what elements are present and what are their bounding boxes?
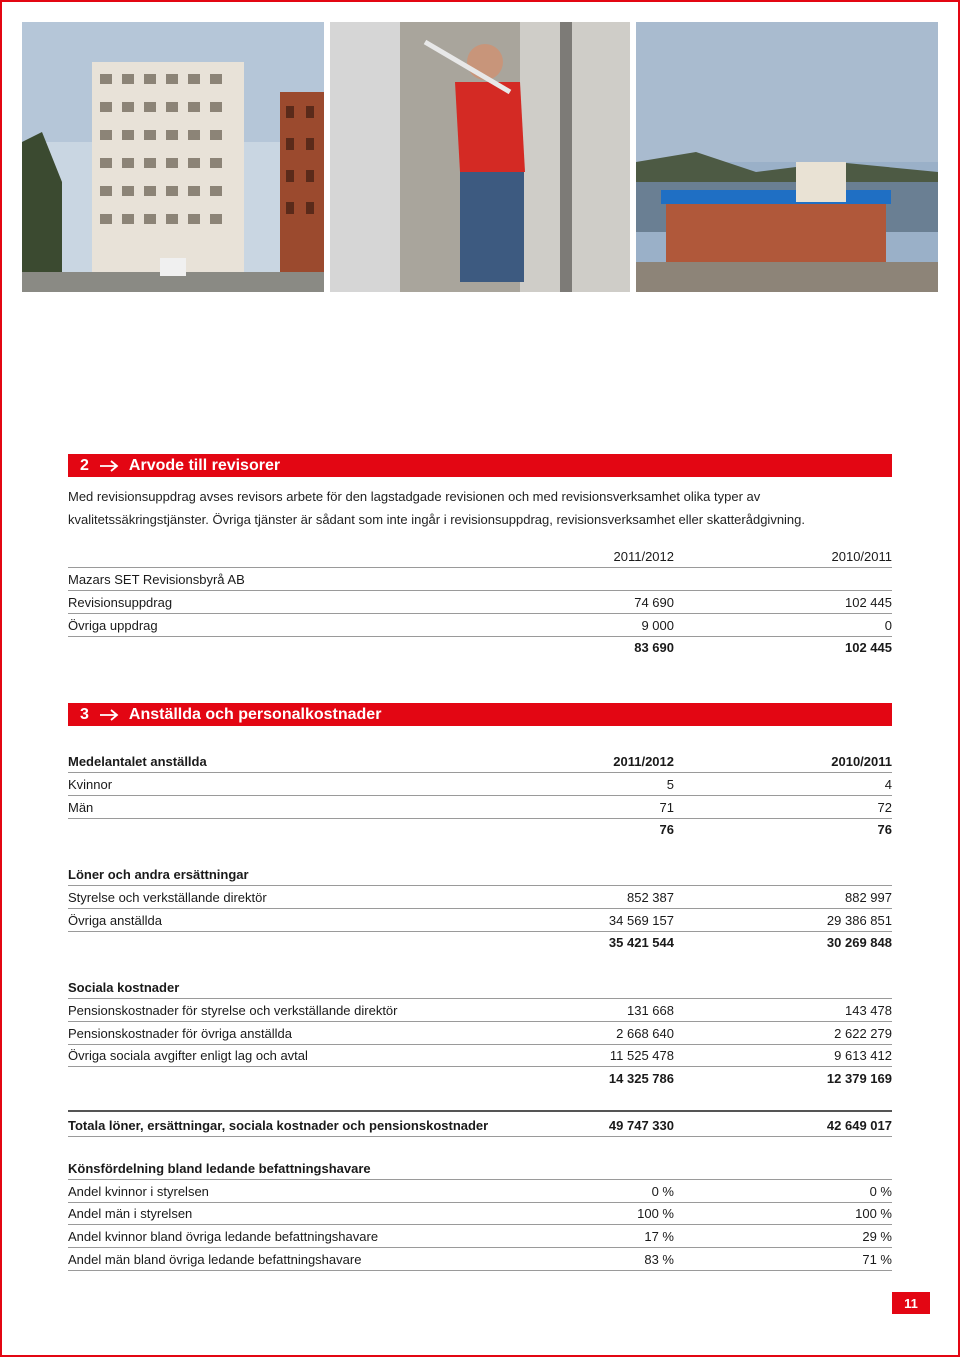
section-number: 2 (80, 456, 89, 474)
table-row (68, 591, 892, 614)
row-label: Män (68, 800, 94, 815)
intro-line: Med revisionsuppdrag avses revisors arbete för den lagstadgade revisionen och med revisionsverksamhet olika typer av (68, 489, 761, 504)
table-row (68, 796, 892, 819)
row-label: Pensionskostnader för styrelse och verkställande direktör (68, 1003, 398, 1018)
row-value: 34 569 157 (608, 913, 674, 928)
photo-strip (22, 22, 938, 292)
section-title: Anställda och personalkostnader (128, 705, 382, 723)
row-value: 131 668 (627, 1003, 674, 1018)
section-number: 3 (80, 705, 89, 723)
row-label: Kvinnor (68, 777, 113, 792)
column-header: 2011/2012 (613, 549, 674, 564)
row-value: 71 % (862, 1252, 892, 1267)
row-value: 76 (877, 822, 892, 837)
row-value: 2 668 640 (616, 1026, 674, 1041)
table-header-row (68, 976, 892, 999)
arrow-right-icon (99, 460, 119, 472)
column-header: 2010/2011 (831, 549, 892, 564)
row-value: 17 % (644, 1229, 674, 1244)
table-total-row (68, 1067, 892, 1089)
row-value: 83 690 (634, 640, 674, 655)
table-row (68, 568, 892, 591)
row-value: 102 445 (845, 595, 892, 610)
row-label: Andel män i styrelsen (68, 1206, 193, 1221)
table-row (68, 909, 892, 932)
row-label: Mazars SET Revisionsbyrå AB (68, 572, 245, 587)
table-row (68, 999, 892, 1022)
table-total-row (68, 818, 892, 840)
table-heading: Medelantalet anställda (68, 754, 207, 769)
table-row (68, 1044, 892, 1067)
photo-construction-worker (330, 22, 630, 292)
row-value: 9 613 412 (834, 1048, 892, 1063)
arrow-right-icon (99, 709, 119, 721)
column-header: 2011/2012 (613, 754, 674, 769)
row-label: Styrelse och verkställande direktör (68, 890, 267, 905)
row-value: 0 % (869, 1184, 892, 1199)
table-row (68, 886, 892, 909)
row-value: 49 747 330 (608, 1118, 674, 1133)
table-row (68, 1248, 892, 1271)
row-label: Andel kvinnor i styrelsen (68, 1184, 209, 1199)
table-header-row (68, 1157, 892, 1180)
row-value: 852 387 (627, 890, 674, 905)
row-value: 100 % (855, 1206, 892, 1221)
row-label: Andel kvinnor bland övriga ledande befattningshavare (68, 1229, 379, 1244)
table-total-row (68, 636, 892, 658)
table-header-row (68, 863, 892, 886)
section-header-staff-costs (68, 703, 892, 726)
row-value: 102 445 (845, 640, 892, 655)
row-value: 29 % (862, 1229, 892, 1244)
table-heading: Könsfördelning bland ledande befattningshavare (68, 1161, 371, 1176)
table-heading: Sociala kostnader (68, 980, 180, 995)
row-value: 76 (659, 822, 674, 837)
row-value: 100 % (637, 1206, 674, 1221)
row-value: 71 (659, 800, 674, 815)
row-value: 12 379 169 (826, 1071, 892, 1086)
column-header: 2010/2011 (831, 754, 892, 769)
intro-line: kvalitetssäkringstjänster. Övriga tjänster är sådant som inte ingår i revisionsuppdrag, revisionsverksamhet eller skatterådgivning. (68, 512, 806, 527)
table-row (68, 1180, 892, 1203)
table-total-row (68, 931, 892, 953)
section-header-auditor-fees (68, 454, 892, 477)
row-value: 4 (884, 777, 892, 792)
row-value: 2 622 279 (834, 1026, 892, 1041)
row-value: 42 649 017 (826, 1118, 892, 1133)
photo-brick-building-lake (636, 22, 938, 292)
table-header-row (68, 750, 892, 773)
intro-paragraph (68, 485, 898, 531)
photo-apartment-building (22, 22, 324, 292)
row-value: 5 (666, 777, 674, 792)
row-label: Andel män bland övriga ledande befattningshavare (68, 1252, 362, 1267)
row-label: Totala löner, ersättningar, sociala kostnader och pensionskostnader (68, 1118, 489, 1133)
row-value: 72 (877, 800, 892, 815)
section-title: Arvode till revisorer (128, 456, 281, 474)
row-label: Övriga anställda (68, 913, 162, 928)
page-number: 11 (892, 1292, 930, 1314)
row-value: 0 (884, 618, 892, 633)
table-row (68, 1225, 892, 1248)
grand-total-row (68, 1110, 892, 1137)
row-value: 83 % (644, 1252, 674, 1267)
row-label: Övriga sociala avgifter enligt lag och avtal (68, 1048, 308, 1063)
row-value: 74 690 (634, 595, 674, 610)
table-row (68, 1202, 892, 1225)
row-value: 143 478 (845, 1003, 892, 1018)
table-heading: Löner och andra ersättningar (68, 867, 249, 882)
row-value: 29 386 851 (826, 913, 892, 928)
row-value: 30 269 848 (826, 935, 892, 950)
row-value: 11 525 478 (609, 1048, 674, 1063)
row-label: Övriga uppdrag (68, 618, 158, 633)
row-value: 0 % (651, 1184, 674, 1199)
row-value: 14 325 786 (608, 1071, 674, 1086)
table-row (68, 773, 892, 796)
table-row (68, 1022, 892, 1045)
table-row (68, 614, 892, 637)
row-value: 9 000 (641, 618, 674, 633)
row-value: 882 997 (845, 890, 892, 905)
row-label: Revisionsuppdrag (68, 595, 173, 610)
row-label: Pensionskostnader för övriga anställda (68, 1026, 293, 1041)
table-header-row (68, 545, 892, 568)
row-value: 35 421 544 (608, 935, 674, 950)
